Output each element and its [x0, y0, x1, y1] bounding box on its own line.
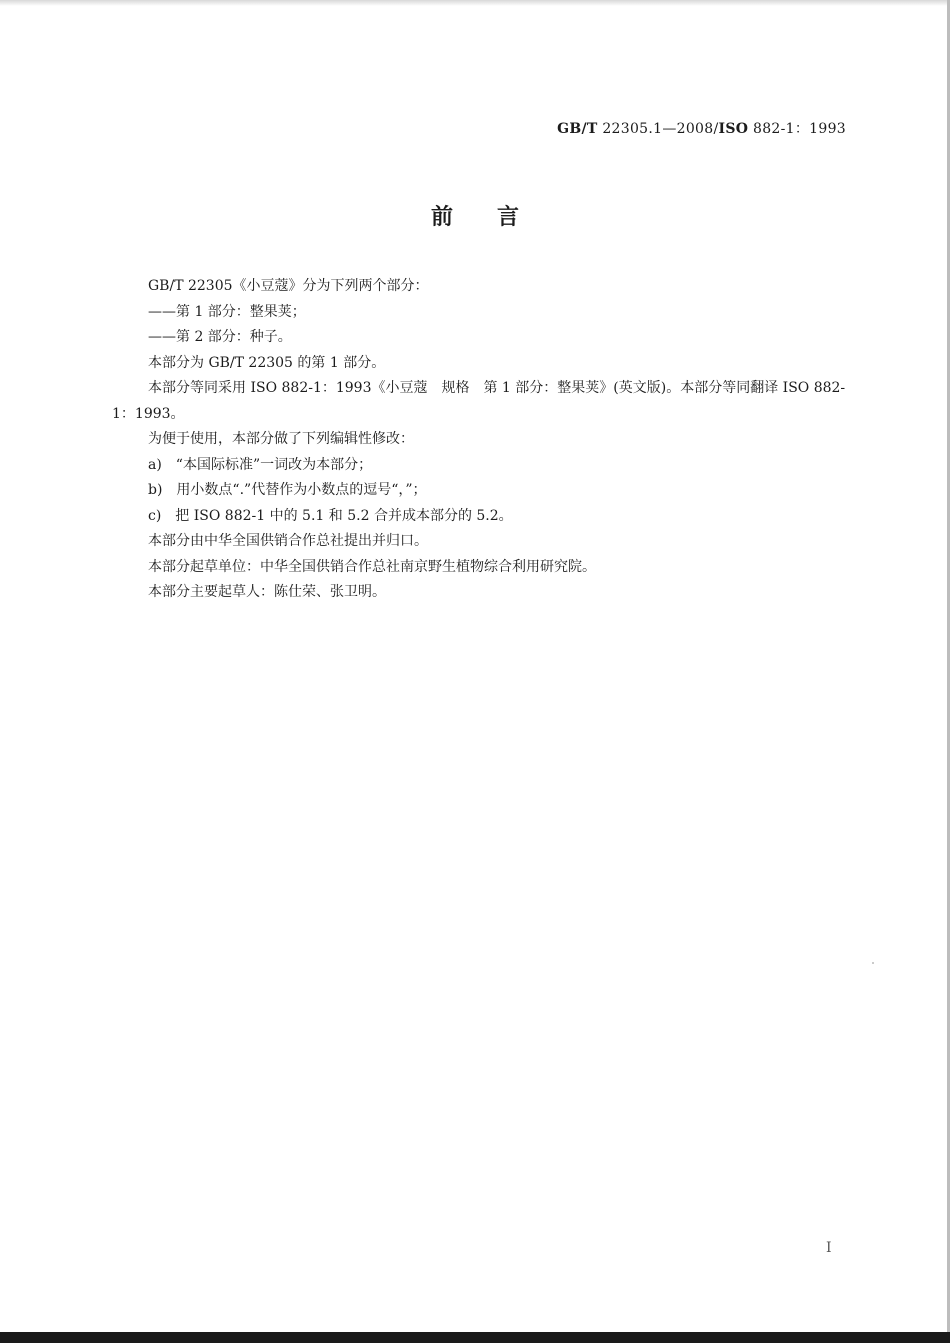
- list-item-part2: ——第 2 部分：种子。: [148, 329, 292, 345]
- page-top-edge: [0, 0, 950, 6]
- paragraph-drafting-unit: 本部分起草单位：中华全国供销合作总社南京野生植物综合利用研究院。: [148, 558, 596, 575]
- scan-bottom-border: [0, 1332, 950, 1343]
- scan-speck: [872, 962, 874, 964]
- paragraph-part-scope: 本部分为 GB/T 22305 的第 1 部分。: [148, 354, 386, 371]
- paragraph-equivalence: 本部分等同采用 ISO 882-1：1993《小豆蔻 规格 第 1 部分：整果荚》(英文版)。本部分等同翻译 ISO 882-1：1993。: [112, 380, 846, 422]
- list-item-part1: ——第 1 部分：整果荚；: [148, 303, 306, 320]
- paragraph-drafters: 本部分主要起草人：陈仕荣、张卫明。: [148, 584, 386, 600]
- standard-code: GB/T 22305.1—2008/ISO 882-1：1993: [557, 121, 846, 137]
- paragraph-intro: GB/T 22305《小豆蔻》分为下列两个部分：: [148, 278, 429, 294]
- foreword-body: [112, 274, 852, 606]
- paragraph-proposer: 本部分由中华全国供销合作总社提出并归口。: [148, 533, 428, 549]
- page-number: I: [826, 1240, 832, 1256]
- page-title: 前言: [430, 205, 563, 230]
- list-item-edit-a: a) “本国际标准”一词改为本部分；: [148, 456, 373, 473]
- list-item-edit-b: b) 用小数点“.”代替作为小数点的逗号“，”；: [148, 482, 427, 498]
- list-item-edit-c: c) 把 ISO 882-1 中的 5.1 和 5.2 合并成本部分的 5.2。: [148, 507, 513, 524]
- paragraph-edits-intro: 为便于使用，本部分做了下列编辑性修改：: [148, 431, 414, 447]
